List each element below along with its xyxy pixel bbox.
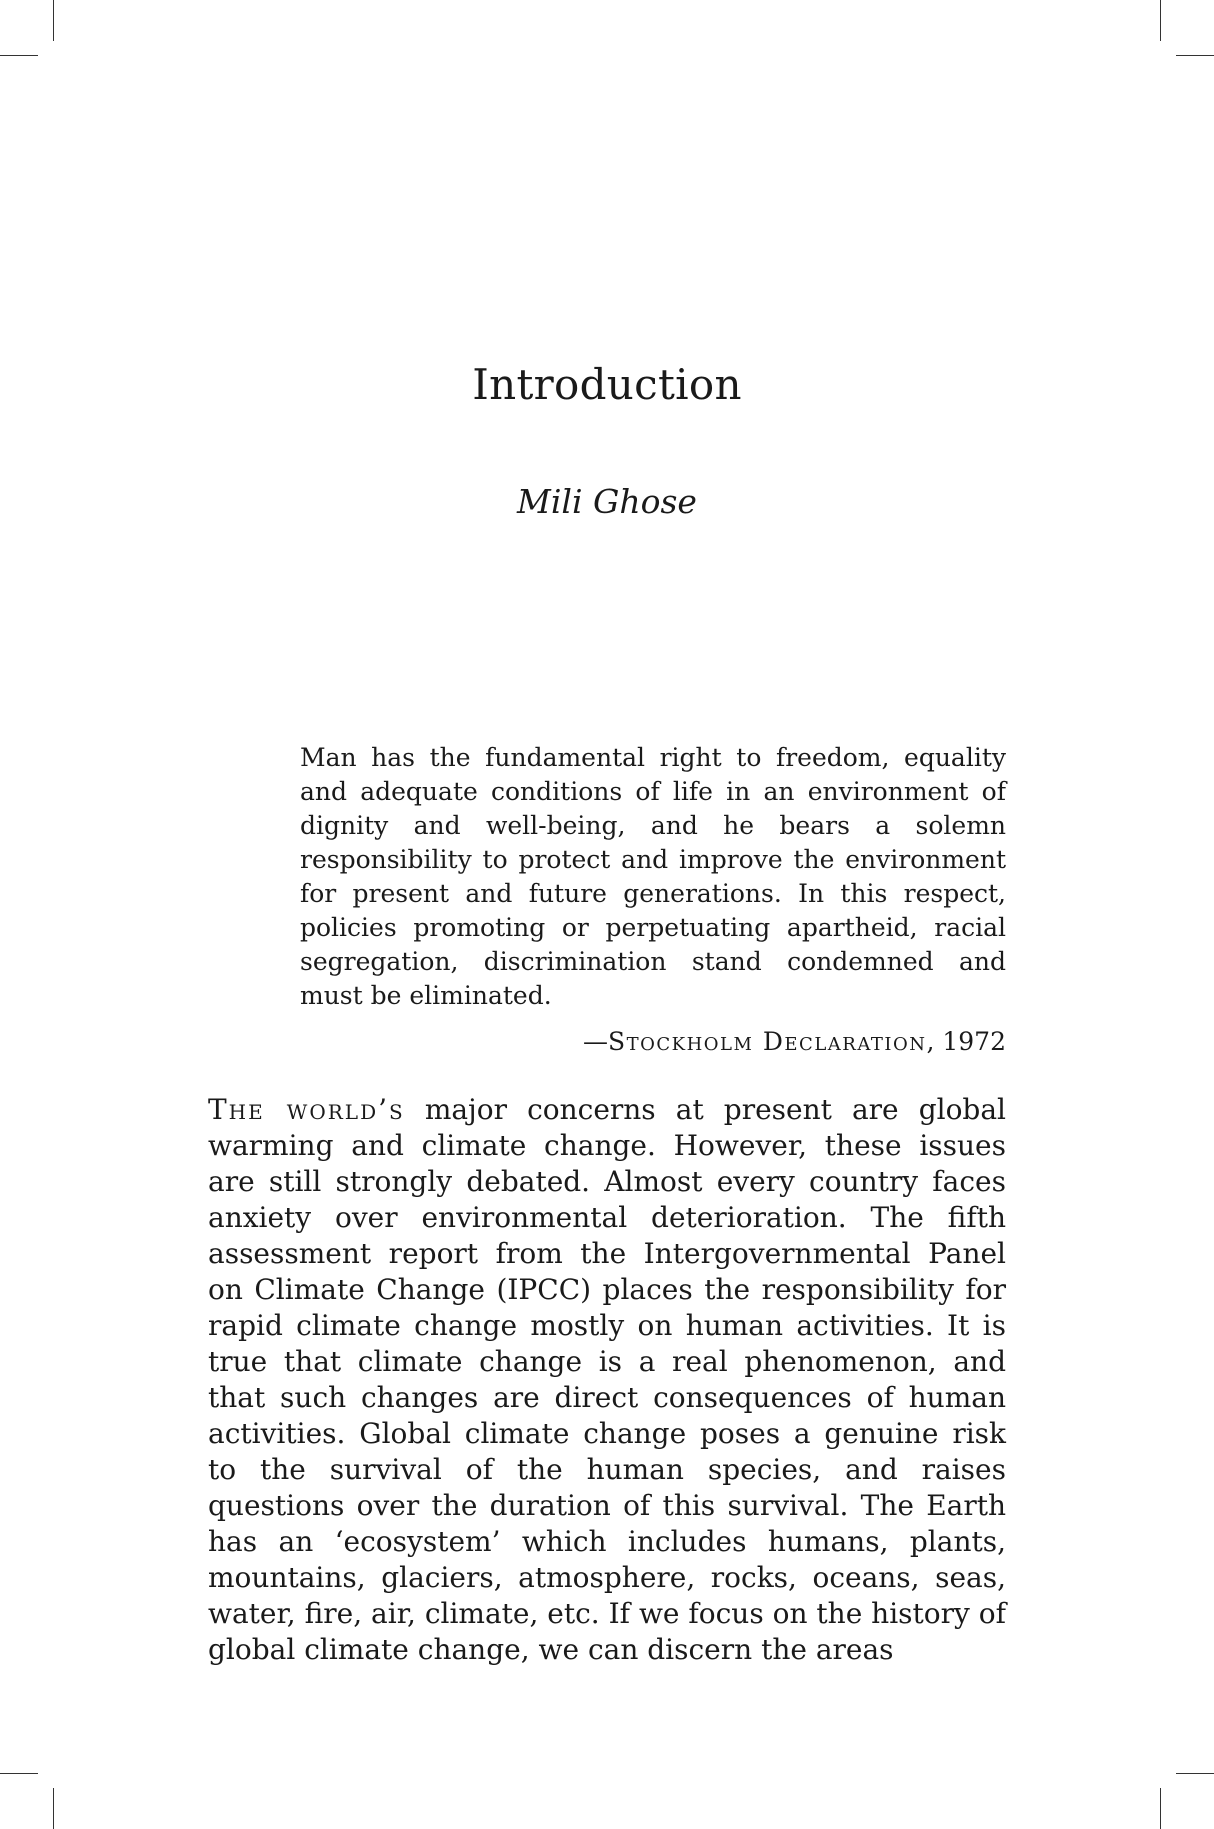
crop-mark-top-left	[53, 0, 54, 41]
epigraph-source-name: Stockholm Declaration	[607, 1027, 927, 1056]
body-lead-in: The world’s	[208, 1093, 405, 1126]
crop-mark-bottom-left	[53, 1788, 54, 1829]
crop-mark-bottom-right	[1160, 1788, 1161, 1829]
crop-mark-top-left	[0, 55, 38, 56]
epigraph-source	[300, 1025, 1006, 1059]
crop-mark-bottom-left	[0, 1773, 38, 1774]
chapter-author: Mili Ghose	[517, 482, 697, 521]
body-paragraph	[208, 1092, 1006, 1668]
crop-mark-top-right	[1176, 55, 1214, 56]
body-paragraph-text: major concerns at present are global warming and climate change. However, these issues are still strongly debated. Almost every country faces anxiety over environmental deterioration. The fifth assessment report from the Intergovernmental Panel on Climate Change (IPCC) places the responsibility for rapid climate change mostly on human activities. It is true that climate change is a real phenomenon, and that such changes are direct consequences of human activities. Global climate change poses a genuine risk to the survival of the human species, and raises questions over the duration of this survival. The Earth has an ‘ecosystem’ which includes humans, plants, mountains, glaciers, atmosphere, rocks, oceans, seas, water, fire, air, climate, etc. If we focus on the history of global climate change, we can discern the areas	[208, 1093, 1007, 1666]
epigraph-quote: Man has the fundamental right to freedom, equality and adequate conditions of life in an environment of dignity and well-being, and he bears a solemn responsibility to protect and improve the environment for present and future generations. In this respect, policies promoting or perpetuating apartheid, racial segregation, discrimination stand condemned and must be eliminated.	[300, 743, 1006, 1010]
chapter-title: Introduction	[472, 360, 742, 409]
epigraph-source-dash: —	[582, 1027, 608, 1056]
epigraph-source-year: , 1972	[926, 1027, 1006, 1056]
crop-mark-top-right	[1160, 0, 1161, 41]
crop-mark-bottom-right	[1176, 1773, 1214, 1774]
